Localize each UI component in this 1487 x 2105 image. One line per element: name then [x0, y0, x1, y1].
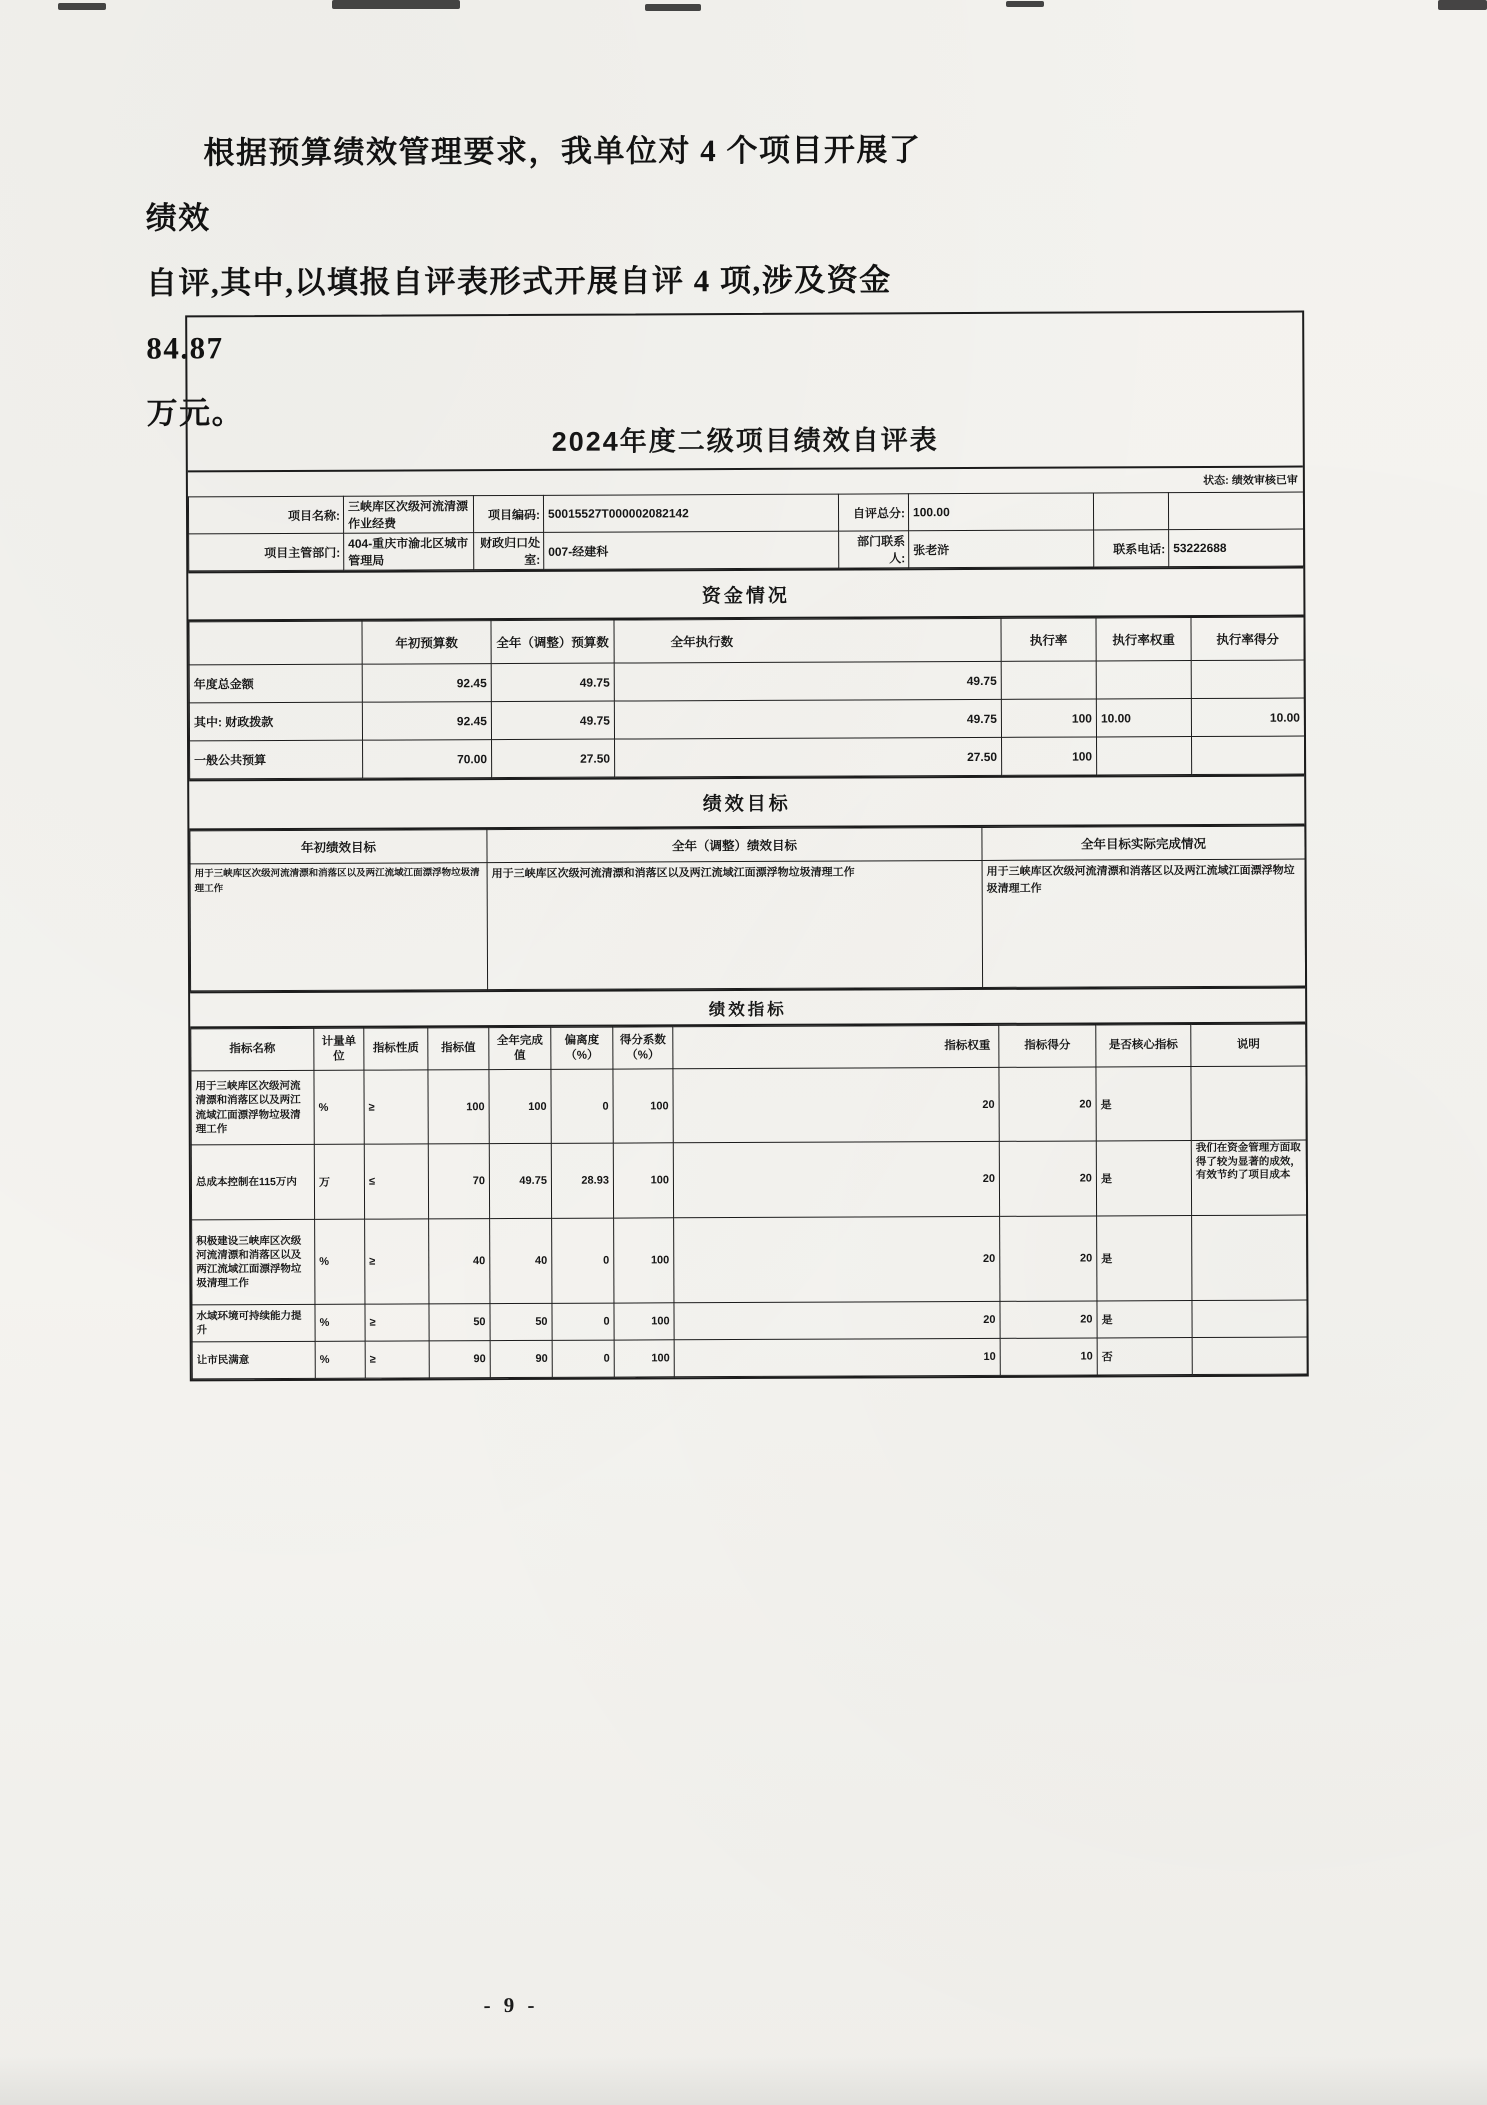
indicator-deviation: 28.93: [551, 1143, 613, 1218]
indicator-nature: ≥: [365, 1304, 429, 1341]
indicator-weight: 20: [673, 1067, 999, 1142]
indicator-deviation: 0: [552, 1340, 614, 1377]
goals-table: [189, 826, 1306, 992]
indicator-row: [192, 1215, 1307, 1305]
indicator-target: 50: [429, 1304, 490, 1341]
indicator-nature: ≤: [364, 1144, 428, 1219]
indicator-completed: 49.75: [489, 1143, 551, 1218]
paragraph-line: 自评,其中,以填报自评表形式开展自评 4 项,涉及资金 84.87: [145, 262, 892, 366]
col-header: 全年执行数: [614, 618, 1001, 663]
adjusted-budget: 49.75: [491, 663, 614, 702]
goals-section-header: 绩效目标: [189, 775, 1304, 831]
contact-value: 张老浒: [909, 530, 1094, 568]
indicator-target: 70: [428, 1144, 489, 1219]
col-header: 说明: [1191, 1024, 1306, 1067]
indicator-weight: 20: [673, 1141, 999, 1217]
info-row: [188, 492, 1303, 534]
indicator-target: 100: [428, 1070, 489, 1144]
col-header: 偏离度（%）: [551, 1027, 613, 1069]
indicator-coefficient: 100: [613, 1069, 673, 1143]
adjusted-goal-text: 用于三峡库区次级河流清漂和消落区以及两江流域江面漂浮物垃圾清理工作: [487, 860, 983, 989]
indicator-note: 我们在资金管理方面取得了较为显著的成效，有效节约了项目成本: [1191, 1140, 1306, 1216]
indicator-completed: 100: [489, 1069, 551, 1143]
indicator-score: 10: [1000, 1338, 1097, 1375]
indicator-nature: ≥: [364, 1070, 428, 1144]
indicator-nature: ≥: [365, 1341, 429, 1378]
indicator-note: [1192, 1337, 1307, 1375]
indicator-note: [1192, 1300, 1307, 1338]
col-header: [189, 621, 362, 665]
col-header: 得分系数（%）: [613, 1027, 673, 1069]
initial-budget: 92.45: [362, 702, 491, 741]
funds-row-label: 年度总金额: [189, 664, 362, 703]
indicator-name: 总成本控制在115万内: [191, 1144, 314, 1220]
indicator-coefficient: 100: [614, 1303, 674, 1340]
col-header: 执行率: [1001, 618, 1096, 661]
paragraph-line: 根据预算绩效管理要求，我单位对 4 个项目开展了绩效: [145, 132, 922, 236]
indicator-row: [192, 1300, 1307, 1342]
funds-header-row: [189, 617, 1304, 665]
self-evaluation-form: [185, 311, 1309, 1382]
indicator-weight: 10: [674, 1338, 1000, 1376]
funds-row: [189, 660, 1304, 703]
department-value: 404-重庆市渝北区城市管理局: [344, 533, 474, 571]
self-score-value: 100.00: [908, 493, 1093, 531]
col-header: 执行率得分: [1191, 617, 1304, 660]
col-header: 指标性质: [364, 1028, 428, 1070]
info-row: [189, 529, 1304, 571]
indicator-target: 90: [429, 1341, 490, 1378]
finance-office-label: 财政归口处室:: [474, 532, 544, 569]
contact-label: 部门联系人:: [839, 531, 909, 568]
col-header: 年初绩效目标: [190, 830, 487, 864]
indicator-row: [191, 1066, 1306, 1145]
executed-amount: 27.50: [615, 737, 1002, 777]
col-header: 年初预算数: [362, 621, 491, 665]
initial-goal-text: 用于三峡库区次级河流清漂和消落区以及两江流域江面漂浮物垃圾清理工作: [190, 863, 488, 991]
indicator-unit: %: [314, 1070, 364, 1144]
execution-rate: 100: [1001, 699, 1096, 737]
executed-amount: 49.75: [614, 661, 1001, 701]
empty-cell: [1168, 492, 1303, 530]
rate-score: [1192, 736, 1305, 774]
indicator-deviation: 0: [552, 1303, 614, 1340]
indicator-nature: ≥: [365, 1219, 429, 1304]
department-label: 项目主管部门:: [189, 533, 344, 571]
form-status-note: 状态: 绩效审核已审: [1203, 474, 1298, 487]
indicator-unit: %: [315, 1219, 365, 1304]
indicator-weight: 20: [674, 1301, 1000, 1339]
funds-row-label: 一般公共预算: [190, 740, 363, 779]
execution-rate: [1001, 661, 1096, 699]
indicator-score: 20: [999, 1067, 1096, 1141]
goals-content-row: [190, 859, 1306, 991]
indicator-row: [192, 1337, 1307, 1379]
indicator-score: 20: [999, 1141, 1096, 1216]
funds-row: [190, 736, 1305, 779]
self-score-label: 自评总分:: [838, 494, 908, 531]
indicator-core-flag: 是: [1097, 1301, 1192, 1338]
phone-value: 53222688: [1169, 529, 1304, 567]
rate-weight: 10.00: [1096, 699, 1191, 737]
indicator-core-flag: 是: [1096, 1067, 1191, 1141]
form-title: 2024年度二级项目绩效自评表: [187, 313, 1303, 473]
initial-budget: 92.45: [362, 664, 491, 703]
funds-table: [188, 617, 1305, 780]
project-code-value: 50015527T000002082142: [543, 494, 838, 532]
indicator-weight: 20: [674, 1216, 1000, 1302]
indicator-completed: 40: [490, 1218, 552, 1303]
indicator-coefficient: 100: [614, 1340, 674, 1377]
col-header: 指标得分: [999, 1025, 1096, 1067]
adjusted-budget: 27.50: [492, 739, 615, 778]
col-header: 全年目标实际完成情况: [982, 826, 1305, 860]
rate-weight: [1096, 661, 1191, 699]
indicator-coefficient: 100: [614, 1218, 674, 1303]
rate-score: [1191, 660, 1304, 698]
col-header: 是否核心指标: [1096, 1025, 1191, 1067]
indicator-core-flag: 否: [1097, 1338, 1192, 1375]
empty-cell: [1093, 493, 1168, 530]
indicator-note: [1192, 1215, 1307, 1301]
initial-budget: 70.00: [363, 740, 492, 779]
funds-row: [189, 698, 1304, 741]
indicator-unit: 万: [314, 1144, 364, 1219]
execution-rate: 100: [1002, 737, 1097, 775]
indicator-target: 40: [429, 1219, 490, 1304]
page-number: - 9 -: [483, 1992, 539, 2018]
indicators-table: [190, 1024, 1308, 1380]
col-header: 指标权重: [673, 1025, 999, 1068]
project-name-value: 三峡库区次级河流清漂作业经费: [343, 496, 473, 534]
col-header: 全年（调整）预算数: [491, 620, 614, 664]
col-header: 执行率权重: [1096, 618, 1191, 661]
funds-row-label: 其中: 财政拨款: [189, 702, 362, 741]
goals-header-row: [190, 826, 1305, 864]
indicator-deviation: 0: [552, 1218, 614, 1303]
indicator-core-flag: 是: [1097, 1216, 1192, 1301]
indicator-note: [1191, 1066, 1306, 1141]
indicator-score: 20: [1000, 1216, 1097, 1301]
project-code-label: 项目编码:: [473, 495, 543, 532]
funds-section-header: 资金情况: [188, 567, 1303, 622]
indicator-name: 让市民满意: [192, 1341, 315, 1379]
phone-label: 联系电话:: [1094, 530, 1169, 567]
indicator-deviation: 0: [551, 1069, 613, 1143]
indicator-unit: %: [315, 1341, 365, 1378]
col-header: 指标值: [428, 1028, 489, 1070]
paragraph-line: 万元。: [146, 395, 245, 431]
executed-amount: 49.75: [614, 699, 1001, 739]
indicators-section-header: 绩效指标: [190, 987, 1305, 1029]
actual-completion-text: 用于三峡库区次级河流清漂和消落区以及两江流域江面漂浮物垃圾清理工作: [982, 859, 1306, 987]
indicator-unit: %: [315, 1304, 365, 1341]
col-header: 全年（调整）绩效目标: [487, 827, 982, 862]
finance-office-value: 007-经建科: [544, 531, 839, 569]
indicator-name: 水域环境可持续能力提升: [192, 1304, 315, 1342]
project-info-table: [188, 492, 1304, 572]
adjusted-budget: 49.75: [491, 701, 614, 740]
indicator-core-flag: 是: [1096, 1141, 1191, 1216]
project-name-label: 项目名称:: [188, 496, 343, 534]
col-header: 全年完成值: [489, 1027, 551, 1069]
indicator-name: 用于三峡库区次级河流清漂和消落区以及两江流域江面漂浮物垃圾清理工作: [191, 1070, 314, 1145]
col-header: 计量单位: [314, 1028, 364, 1070]
rate-weight: [1097, 737, 1192, 775]
col-header: 指标名称: [191, 1028, 314, 1071]
indicator-row: [191, 1140, 1306, 1220]
indicators-header-row: [191, 1024, 1306, 1071]
indicator-completed: 50: [490, 1303, 552, 1340]
indicator-score: 20: [1000, 1301, 1097, 1338]
rate-score: 10.00: [1191, 698, 1304, 736]
indicator-coefficient: 100: [613, 1143, 673, 1218]
indicator-name: 积极建设三峡库区次级河流清漂和消落区以及两江流域江面漂浮物垃圾清理工作: [192, 1219, 315, 1305]
indicator-completed: 90: [490, 1340, 552, 1377]
